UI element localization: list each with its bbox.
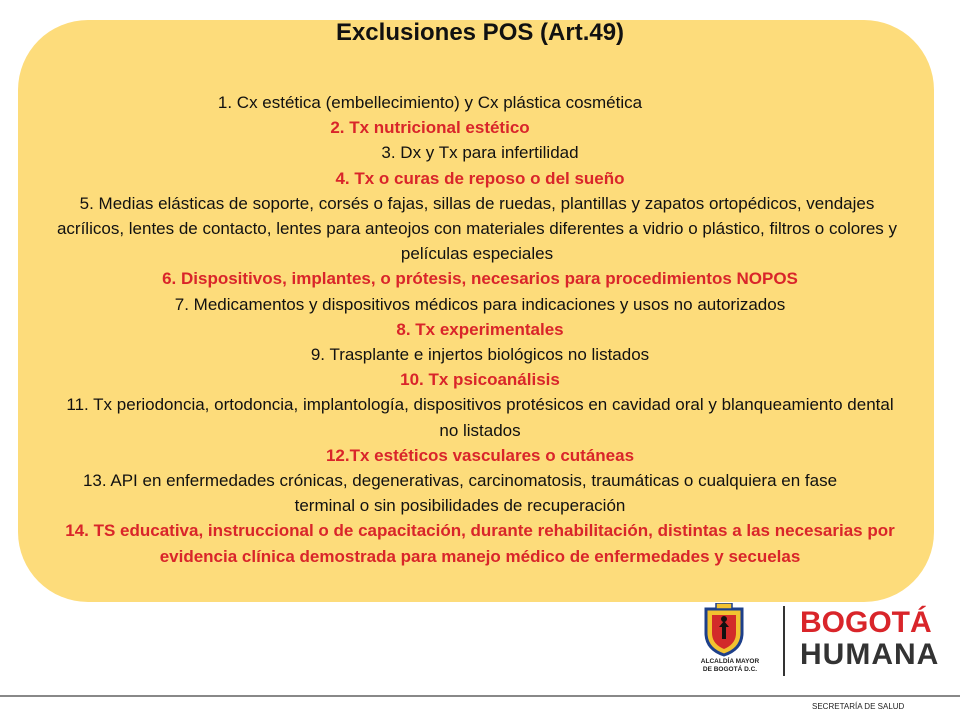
- list-item: 6. Dispositivos, implantes, o prótesis, necesarios para procedimientos NOPOS: [162, 269, 798, 289]
- slide-title: Exclusiones POS (Art.49): [335, 19, 625, 46]
- list-item: 10. Tx psicoanálisis: [400, 370, 560, 390]
- list-item: 9. Trasplante e injertos biológicos no listados: [310, 345, 650, 365]
- footer-divider: [0, 695, 960, 697]
- list-item: 7. Medicamentos y dispositivos médicos para indicaciones y usos no autorizados: [174, 294, 786, 314]
- alcaldia-line-1: ALCALDÍA MAYOR: [700, 658, 760, 665]
- list-item: 5. Medias elásticas de soporte, corsés o fajas, sillas de ruedas, plantillas y zapatos ortopédicos, vendajes acrílicos, lentes de contacto, lentes para anteojos con materiales diferentes a vidrio o plástico, filtros o colores y películas especiales: [56, 193, 898, 264]
- list-item: 4. Tx o curas de reposo o del sueño: [335, 168, 625, 188]
- logo-divider: [783, 606, 785, 676]
- brand-humana: HUMANA: [800, 638, 940, 671]
- list-item: 8. Tx experimentales: [396, 319, 564, 339]
- list-item: 12.Tx estéticos vasculares o cutáneas: [325, 445, 635, 465]
- brand-bogota: BOGOTÁ: [800, 606, 932, 639]
- alcaldia-label: [682, 658, 778, 674]
- list-item: 14. TS educativa, instruccional o de capacitación, durante rehabilitación, distintas a las necesarias por evidencia clínica demostrada para manejo médico de enfermedades y secuelas: [65, 521, 895, 566]
- list-item: 3. Dx y Tx para infertilidad: [381, 143, 579, 163]
- list-item: 1. Cx estética (embellecimiento) y Cx plástica cosmética: [217, 93, 643, 112]
- secretaria-label: SECRETARÍA DE SALUD: [812, 702, 905, 711]
- list-item: 11. Tx periodoncia, ortodoncia, implantología, dispositivos protésicos en cavidad oral y blanqueamiento dental no listados: [66, 395, 894, 440]
- list-item: 13. API en enfermedades crónicas, degenerativas, carcinomatosis, traumáticas o cualquiera en fase terminal o sin posibilidades de recuperación: [82, 471, 838, 516]
- bogota-coat-of-arms-icon: [702, 603, 746, 657]
- alcaldia-line-2: DE BOGOTÁ D.C.: [702, 666, 758, 673]
- exclusions-list: [40, 90, 920, 569]
- list-item: 2. Tx nutricional estético: [330, 118, 530, 138]
